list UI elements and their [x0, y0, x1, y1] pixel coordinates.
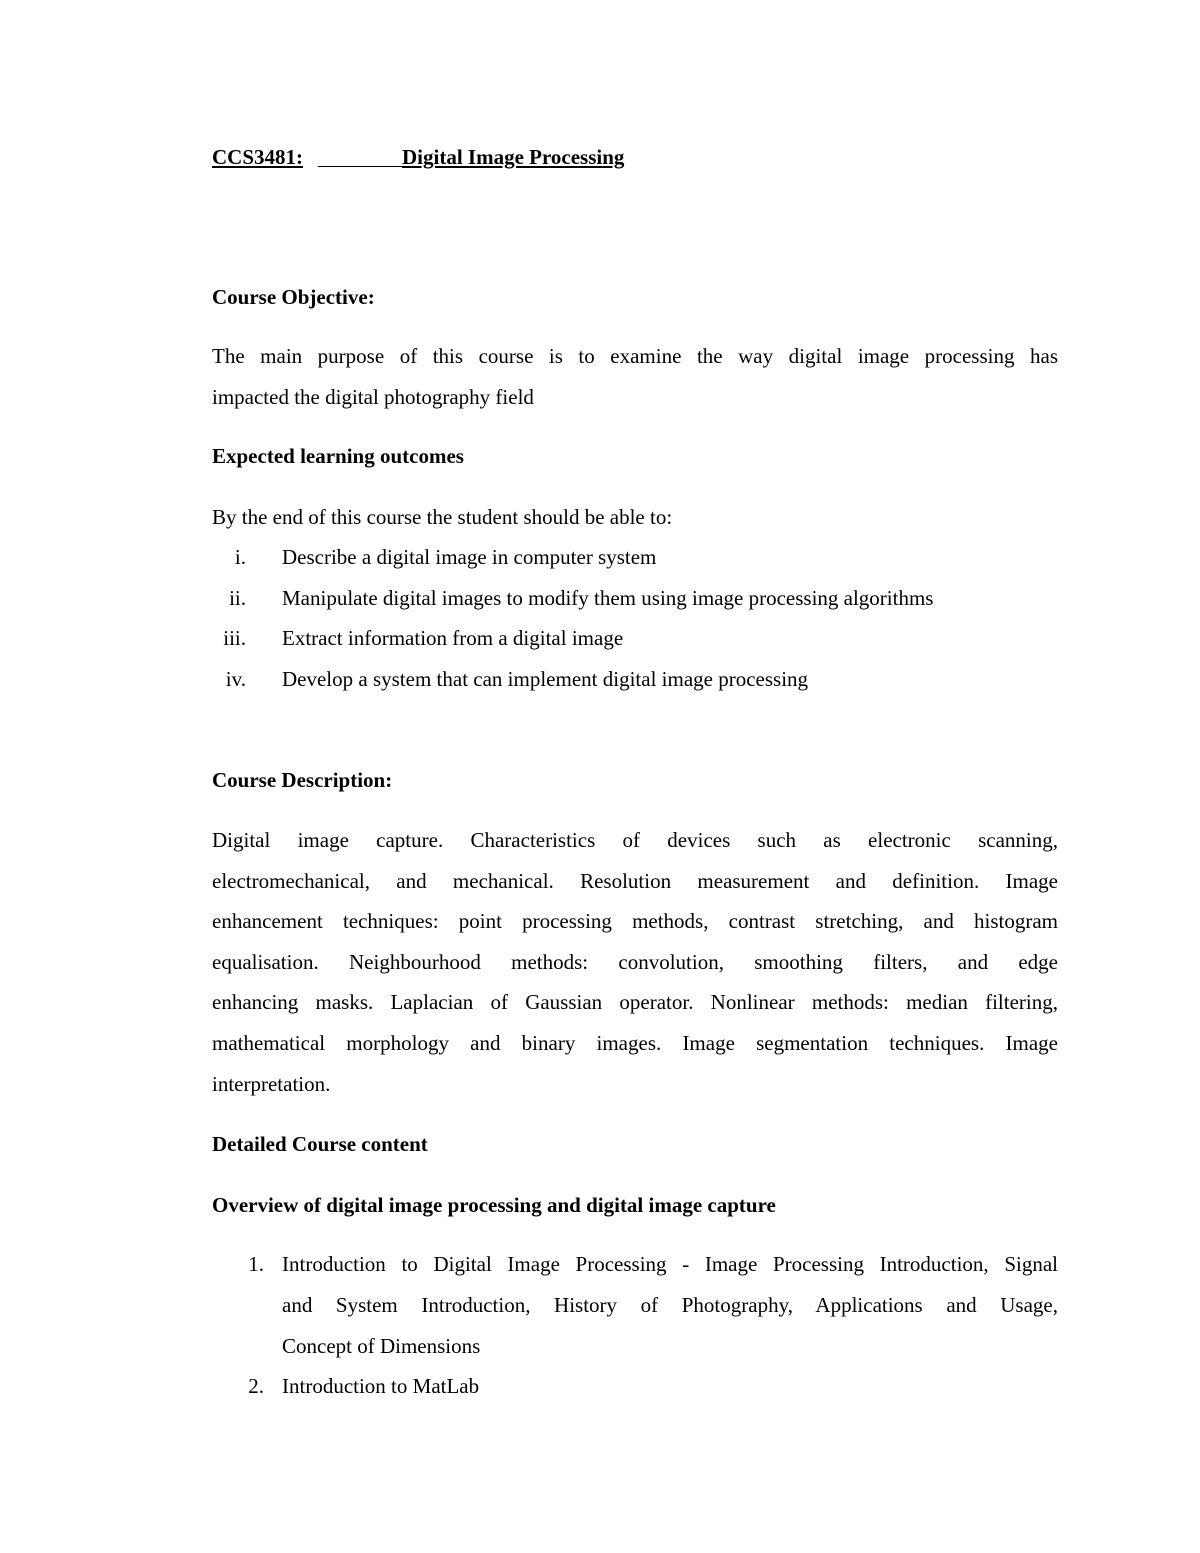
course-title: Digital Image Processing [402, 145, 625, 169]
outcome-marker: i. [234, 545, 246, 569]
content-item-line: and System Introduction, History of Photography, Applications and Usage, [282, 1293, 1058, 1317]
outcome-item: Develop a system that can implement digital image processing [282, 667, 809, 691]
course-code: CCS3481: [212, 145, 304, 169]
objective-line-1: The main purpose of this course is to examine the way digital image processing has [212, 344, 1058, 368]
description-line: enhancing masks. Laplacian of Gaussian operator. Nonlinear methods: median filtering, [212, 990, 1058, 1014]
objective-line-2: impacted the digital photography field [212, 385, 534, 409]
outcome-marker: iii. [223, 626, 246, 650]
outcome-item: Manipulate digital images to modify them using image processing algorithms [282, 586, 934, 610]
content-heading: Detailed Course content [212, 1132, 428, 1156]
description-line: electromechanical, and mechanical. Resolution measurement and definition. Image [212, 869, 1058, 893]
content-item-line: Introduction to Digital Image Processing - Image Processing Introduction, Signal [282, 1252, 1058, 1276]
content-item-line: Introduction to MatLab [282, 1374, 480, 1398]
description-line: interpretation. [212, 1072, 331, 1096]
content-subheading: Overview of digital image processing and digital image capture [212, 1193, 776, 1217]
description-line: equalisation. Neighbourhood methods: convolution, smoothing filters, and edge [212, 950, 1058, 974]
description-line: enhancement techniques: point processing methods, contrast stretching, and histogram [212, 909, 1058, 933]
content-item-line: Concept of Dimensions [282, 1334, 481, 1358]
description-heading: Course Description: [212, 768, 393, 792]
outcome-marker: iv. [225, 667, 246, 691]
content-item-marker: 1. [248, 1252, 264, 1276]
content-item-marker: 2. [248, 1374, 264, 1398]
outcomes-heading: Expected learning outcomes [212, 444, 464, 468]
description-line: Digital image capture. Characteristics of devices such as electronic scanning, [212, 828, 1058, 852]
title-underline-gap [318, 141, 404, 167]
objective-heading: Course Objective: [212, 285, 375, 309]
outcome-marker: ii. [229, 586, 246, 610]
outcome-item: Describe a digital image in computer system [282, 545, 657, 569]
outcomes-intro: By the end of this course the student should be able to: [212, 505, 673, 529]
outcome-item: Extract information from a digital image [282, 626, 624, 650]
description-line: mathematical morphology and binary images. Image segmentation techniques. Image [212, 1031, 1058, 1055]
